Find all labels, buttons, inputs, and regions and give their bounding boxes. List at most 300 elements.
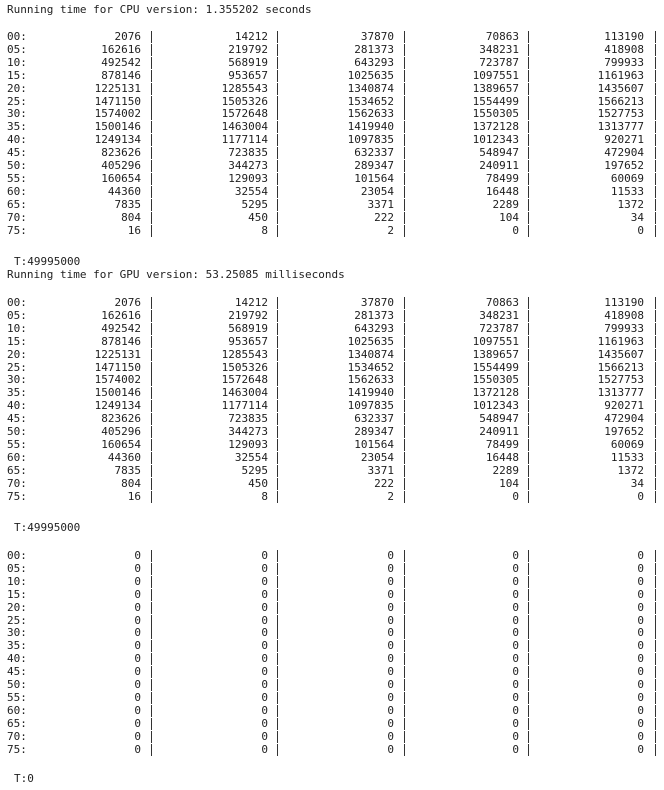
column-separator (151, 374, 152, 386)
column-separator (151, 615, 152, 627)
value-cell: 823626 (101, 412, 141, 426)
value-cell: 1177114 (221, 133, 268, 147)
value-cell: 0 (261, 626, 268, 640)
column-separator (404, 627, 405, 639)
column-separator (528, 297, 529, 309)
row-label: 45: (7, 146, 27, 160)
value-cell: 1285543 (221, 347, 268, 361)
column-separator (528, 323, 529, 335)
column-separator (528, 70, 529, 82)
value-cell: 1562633 (347, 107, 394, 121)
value-cell: 0 (387, 587, 394, 601)
value-cell: 289347 (354, 425, 394, 438)
column-separator (151, 108, 152, 120)
column-separator (655, 602, 656, 614)
value-cell: 723835 (228, 146, 268, 160)
column-separator (528, 731, 529, 743)
row-label: 65: (7, 197, 27, 211)
column-separator (404, 387, 405, 399)
column-separator (528, 225, 529, 237)
value-cell: 1550305 (472, 107, 519, 121)
column-separator (404, 160, 405, 172)
column-separator (528, 602, 529, 614)
column-separator (277, 134, 278, 146)
value-cell: 14212 (234, 30, 268, 43)
value-cell: 1372 (617, 197, 644, 211)
value-cell: 0 (637, 223, 644, 237)
value-cell: 953657 (228, 334, 268, 348)
value-cell: 0 (512, 678, 519, 691)
value-cell: 70863 (485, 30, 519, 43)
value-cell: 0 (637, 703, 644, 717)
column-separator (277, 653, 278, 665)
value-cell: 240911 (479, 159, 519, 172)
value-cell: 1534652 (347, 94, 394, 108)
column-separator (151, 310, 152, 322)
row-label: 65: (7, 463, 27, 477)
value-cell: 0 (261, 613, 268, 627)
value-cell: 1161963 (597, 68, 644, 82)
column-separator (655, 225, 656, 237)
column-separator (277, 705, 278, 717)
column-separator (655, 336, 656, 348)
value-cell: 0 (512, 587, 519, 601)
column-separator (277, 744, 278, 756)
value-cell: 2289 (492, 463, 519, 477)
value-cell: 1372128 (472, 386, 519, 400)
row-label: 50: (7, 159, 27, 172)
value-cell: 0 (637, 729, 644, 743)
value-cell: 1389657 (472, 81, 519, 95)
value-cell: 0 (512, 729, 519, 743)
row-label: 00: (7, 30, 27, 43)
value-cell: 0 (387, 652, 394, 666)
column-separator (151, 400, 152, 412)
column-separator (528, 310, 529, 322)
column-separator (655, 44, 656, 56)
column-separator (151, 491, 152, 503)
value-cell: 1550305 (472, 373, 519, 387)
column-separator (277, 31, 278, 43)
value-cell: 0 (512, 716, 519, 730)
column-separator (277, 96, 278, 108)
column-separator (528, 199, 529, 211)
value-cell: 0 (134, 742, 141, 756)
column-separator (151, 323, 152, 335)
value-cell: 0 (637, 561, 644, 575)
column-separator (528, 108, 529, 120)
value-cell: 1313777 (597, 120, 644, 134)
column-separator (277, 602, 278, 614)
value-cell: 0 (134, 665, 141, 679)
column-separator (404, 121, 405, 133)
value-cell: 11533 (610, 184, 644, 198)
column-separator (151, 336, 152, 348)
column-separator (404, 589, 405, 601)
value-cell: 222 (374, 476, 394, 490)
value-cell: 281373 (354, 42, 394, 56)
column-separator (404, 44, 405, 56)
value-cell: 0 (512, 626, 519, 640)
column-separator (151, 679, 152, 691)
column-separator (277, 640, 278, 652)
column-separator (151, 225, 152, 237)
value-cell: 568919 (228, 55, 268, 69)
value-cell: 219792 (228, 308, 268, 322)
column-separator (528, 426, 529, 438)
column-separator (277, 186, 278, 198)
column-separator (655, 199, 656, 211)
column-separator (528, 134, 529, 146)
column-separator (655, 323, 656, 335)
value-cell: 37870 (360, 30, 394, 43)
row-label: 10: (7, 574, 27, 588)
row-label: 40: (7, 133, 27, 147)
column-separator (277, 336, 278, 348)
value-cell: 920271 (604, 133, 644, 147)
value-cell: 405296 (101, 159, 141, 172)
value-cell: 1435607 (597, 347, 644, 361)
column-separator (528, 718, 529, 730)
row-label: 55: (7, 171, 27, 185)
column-separator (404, 439, 405, 451)
value-cell: 1285543 (221, 81, 268, 95)
value-cell: 2289 (492, 197, 519, 211)
value-cell: 2 (387, 489, 394, 503)
value-cell: 1534652 (347, 360, 394, 374)
column-separator (151, 550, 152, 562)
column-separator (277, 465, 278, 477)
value-cell: 1527753 (597, 373, 644, 387)
column-separator (404, 413, 405, 425)
value-cell: 0 (637, 626, 644, 640)
column-separator (151, 173, 152, 185)
column-separator (404, 653, 405, 665)
column-separator (151, 387, 152, 399)
column-separator (277, 349, 278, 361)
value-cell: 70863 (485, 296, 519, 309)
value-cell: 0 (387, 716, 394, 730)
column-separator (277, 452, 278, 464)
column-separator (655, 31, 656, 43)
value-cell: 1463004 (221, 120, 268, 134)
value-cell: 113190 (604, 30, 644, 43)
value-cell: 0 (261, 561, 268, 575)
value-cell: 0 (261, 652, 268, 666)
block-total: T:49995000 (14, 255, 81, 268)
value-cell: 1471150 (94, 94, 141, 108)
column-separator (655, 426, 656, 438)
value-cell: 0 (512, 489, 519, 503)
value-cell: 1505326 (221, 94, 268, 108)
column-separator (151, 478, 152, 490)
value-cell: 0 (261, 574, 268, 588)
value-cell: 0 (512, 613, 519, 627)
column-separator (528, 96, 529, 108)
value-cell: 1566213 (597, 360, 644, 374)
column-separator (277, 70, 278, 82)
column-separator (277, 589, 278, 601)
value-cell: 1340874 (347, 81, 394, 95)
column-separator (404, 692, 405, 704)
column-separator (655, 297, 656, 309)
value-cell: 0 (261, 690, 268, 704)
column-separator (404, 96, 405, 108)
column-separator (277, 563, 278, 575)
value-cell: 1562633 (347, 373, 394, 387)
value-cell: 723787 (479, 321, 519, 335)
value-cell: 0 (637, 489, 644, 503)
value-cell: 2076 (114, 30, 141, 43)
value-cell: 160654 (101, 437, 141, 451)
column-separator (277, 199, 278, 211)
column-separator (528, 653, 529, 665)
value-cell: 920271 (604, 399, 644, 413)
column-separator (277, 387, 278, 399)
value-cell: 492542 (101, 321, 141, 335)
row-label: 20: (7, 347, 27, 361)
column-separator (151, 718, 152, 730)
value-cell: 0 (387, 639, 394, 653)
value-cell: 344273 (228, 425, 268, 438)
value-cell: 0 (261, 742, 268, 756)
value-cell: 1025635 (347, 68, 394, 82)
column-separator (404, 70, 405, 82)
column-separator (655, 465, 656, 477)
value-cell: 2076 (114, 296, 141, 309)
value-cell: 0 (637, 690, 644, 704)
value-cell: 1566213 (597, 94, 644, 108)
column-separator (277, 413, 278, 425)
value-cell: 643293 (354, 55, 394, 69)
column-separator (655, 362, 656, 374)
column-separator (404, 225, 405, 237)
column-separator (528, 413, 529, 425)
column-separator (277, 83, 278, 95)
value-cell: 0 (637, 600, 644, 614)
value-cell: 1097835 (347, 133, 394, 147)
value-cell: 1572648 (221, 373, 268, 387)
value-cell: 0 (387, 561, 394, 575)
value-cell: 7835 (114, 463, 141, 477)
column-separator (151, 465, 152, 477)
value-cell: 1097835 (347, 399, 394, 413)
column-separator (151, 362, 152, 374)
column-separator (655, 718, 656, 730)
column-separator (277, 615, 278, 627)
column-separator (528, 563, 529, 575)
value-cell: 0 (134, 549, 141, 562)
column-separator (277, 731, 278, 743)
column-separator (404, 212, 405, 224)
row-label: 55: (7, 690, 27, 704)
column-separator (655, 705, 656, 717)
value-cell: 0 (512, 549, 519, 562)
value-cell: 101564 (354, 171, 394, 185)
column-separator (151, 57, 152, 69)
value-cell: 405296 (101, 425, 141, 438)
column-separator (404, 731, 405, 743)
value-cell: 0 (637, 639, 644, 653)
column-separator (528, 679, 529, 691)
value-cell: 281373 (354, 308, 394, 322)
column-separator (404, 666, 405, 678)
value-cell: 1177114 (221, 399, 268, 413)
column-separator (277, 173, 278, 185)
row-label: 65: (7, 716, 27, 730)
column-separator (404, 491, 405, 503)
row-label: 60: (7, 184, 27, 198)
column-separator (528, 186, 529, 198)
column-separator (528, 692, 529, 704)
column-separator (151, 439, 152, 451)
value-cell: 0 (512, 690, 519, 704)
column-separator (277, 160, 278, 172)
column-separator (277, 400, 278, 412)
value-cell: 0 (134, 587, 141, 601)
value-cell: 32554 (234, 450, 268, 464)
column-separator (151, 589, 152, 601)
value-cell: 23054 (360, 184, 394, 198)
value-cell: 240911 (479, 425, 519, 438)
column-separator (277, 121, 278, 133)
block-total: T:0 (14, 772, 34, 785)
column-separator (404, 744, 405, 756)
column-separator (404, 186, 405, 198)
value-cell: 0 (637, 665, 644, 679)
value-cell: 104 (499, 476, 519, 490)
column-separator (404, 297, 405, 309)
row-label: 75: (7, 489, 27, 503)
value-cell: 8 (261, 223, 268, 237)
value-cell: 197652 (604, 159, 644, 172)
value-cell: 78499 (485, 437, 519, 451)
value-cell: 1161963 (597, 334, 644, 348)
value-cell: 0 (637, 716, 644, 730)
value-cell: 878146 (101, 68, 141, 82)
row-label: 10: (7, 55, 27, 69)
value-cell: 632337 (354, 146, 394, 160)
value-cell: 472904 (604, 412, 644, 426)
value-cell: 3371 (367, 463, 394, 477)
column-separator (151, 666, 152, 678)
column-separator (404, 550, 405, 562)
column-separator (655, 640, 656, 652)
column-separator (151, 563, 152, 575)
column-separator (404, 173, 405, 185)
value-cell: 23054 (360, 450, 394, 464)
column-separator (655, 108, 656, 120)
row-label: 75: (7, 223, 27, 237)
column-separator (404, 147, 405, 159)
column-separator (655, 666, 656, 678)
value-cell: 799933 (604, 55, 644, 69)
column-separator (404, 452, 405, 464)
value-cell: 0 (261, 716, 268, 730)
row-label: 00: (7, 296, 27, 309)
value-cell: 723787 (479, 55, 519, 69)
row-label: 15: (7, 587, 27, 601)
value-cell: 1527753 (597, 107, 644, 121)
column-separator (404, 400, 405, 412)
row-label: 20: (7, 81, 27, 95)
value-cell: 1419940 (347, 386, 394, 400)
row-label: 30: (7, 373, 27, 387)
column-separator (528, 400, 529, 412)
value-cell: 0 (512, 742, 519, 756)
value-cell: 104 (499, 210, 519, 224)
value-cell: 44360 (107, 450, 141, 464)
column-separator (528, 121, 529, 133)
column-separator (151, 160, 152, 172)
row-label: 05: (7, 308, 27, 322)
column-separator (528, 627, 529, 639)
value-cell: 1225131 (94, 81, 141, 95)
column-separator (655, 615, 656, 627)
column-separator (404, 576, 405, 588)
column-separator (151, 452, 152, 464)
column-separator (151, 744, 152, 756)
value-cell: 1372128 (472, 120, 519, 134)
value-cell: 34 (630, 476, 644, 490)
column-separator (655, 550, 656, 562)
value-cell: 78499 (485, 171, 519, 185)
value-cell: 0 (134, 613, 141, 627)
column-separator (655, 160, 656, 172)
value-cell: 16448 (485, 184, 519, 198)
column-separator (151, 83, 152, 95)
column-separator (404, 336, 405, 348)
value-cell: 0 (134, 574, 141, 588)
value-cell: 0 (637, 613, 644, 627)
value-cell: 0 (134, 716, 141, 730)
value-cell: 0 (512, 574, 519, 588)
value-cell: 344273 (228, 159, 268, 172)
column-separator (151, 602, 152, 614)
value-cell: 0 (637, 742, 644, 756)
column-separator (528, 349, 529, 361)
column-separator (528, 336, 529, 348)
column-separator (151, 426, 152, 438)
value-cell: 7835 (114, 197, 141, 211)
column-separator (404, 640, 405, 652)
column-separator (404, 478, 405, 490)
column-separator (404, 374, 405, 386)
value-cell: 5295 (241, 463, 268, 477)
column-separator (277, 147, 278, 159)
column-separator (151, 653, 152, 665)
column-separator (655, 310, 656, 322)
value-cell: 32554 (234, 184, 268, 198)
value-cell: 0 (387, 665, 394, 679)
row-label: 10: (7, 321, 27, 335)
value-cell: 37870 (360, 296, 394, 309)
column-separator (277, 57, 278, 69)
value-cell: 0 (261, 600, 268, 614)
column-separator (404, 602, 405, 614)
value-cell: 1435607 (597, 81, 644, 95)
column-separator (277, 212, 278, 224)
column-separator (404, 310, 405, 322)
column-separator (528, 439, 529, 451)
value-cell: 0 (387, 574, 394, 588)
value-cell: 113190 (604, 296, 644, 309)
row-label: 70: (7, 210, 27, 224)
value-cell: 568919 (228, 321, 268, 335)
column-separator (277, 666, 278, 678)
row-label: 30: (7, 626, 27, 640)
value-cell: 3371 (367, 197, 394, 211)
